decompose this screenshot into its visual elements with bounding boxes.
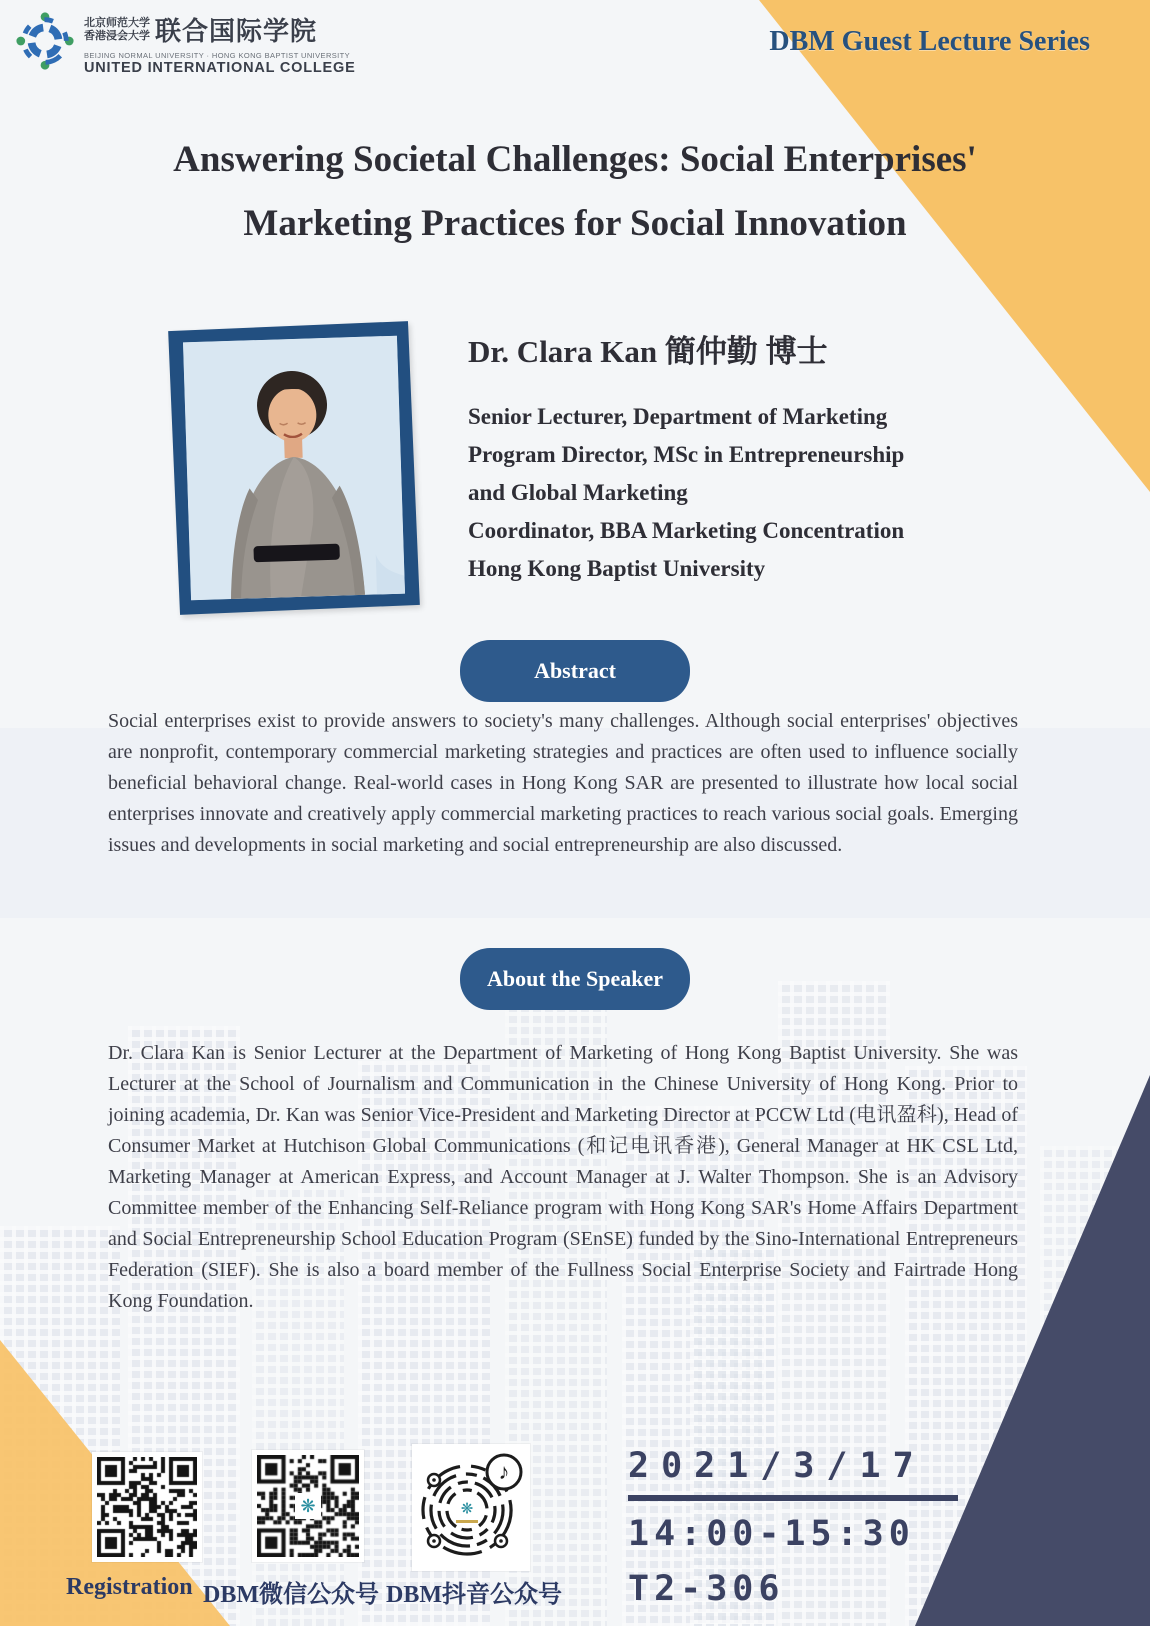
event-time: 14:00-15:30 xyxy=(628,1514,915,1554)
registration-qr-label: Registration xyxy=(66,1574,193,1600)
registration-qr-code[interactable] xyxy=(92,1452,202,1562)
douyin-qr-label: DBM抖音公众号 xyxy=(386,1582,562,1608)
tiktok-note-icon: ♪ xyxy=(498,1459,510,1484)
speaker-name: Dr. Clara Kan 簡仲勤 博士 xyxy=(468,334,828,369)
douyin-qr-code[interactable] xyxy=(412,1444,530,1571)
speaker-photo xyxy=(183,336,405,601)
speaker-bio-text: Dr. Clara Kan is Senior Lecturer at the Department of Marketing of Hong Kong Baptist University. She was Lecturer at the School of Journalism and Communication in the Chinese University of Hong Kong. Prior to joining academia, Dr. Kan was Senior Vice-President and Marketing Director at PCCW Ltd (电讯盈科), Head of Consumer Market at Hutchison Global Communications (和记电讯香港), General Manager at HK CSL Ltd, Marketing Manager at American Express, and Account Manager at J. Walter Thompson. She is an Advisory Committee member of the Enhancing Self-Reliance program with Hong Kong SAR's Home Affairs Department and Social Entrepreneurship School Education Program (SEnSE) funded by the Sino-International Entrepreneurs Federation (SIEF). She is also a board member of the Fullness Social Enterprise Society and Fairtrade Hong Kong Foundation. xyxy=(108,1042,1018,1312)
uic-flower-icon xyxy=(14,10,76,77)
speaker-title-line: Coordinator, BBA Marketing Concentration xyxy=(468,518,905,543)
about-speaker-section-pill: About the Speaker xyxy=(460,948,690,1010)
event-divider xyxy=(628,1495,958,1501)
wechat-qr-code[interactable] xyxy=(252,1450,364,1562)
speaker-photo-frame xyxy=(168,321,420,615)
poster-title xyxy=(0,128,1150,256)
speaker-title-line: Hong Kong Baptist University xyxy=(468,556,766,581)
svg-text:❋: ❋ xyxy=(460,1501,474,1518)
title-line1: Answering Societal Challenges: Social Enterprises' xyxy=(173,139,977,180)
event-room: T2-306 xyxy=(628,1569,785,1609)
title-line2: Marketing Practices for Social Innovation xyxy=(243,203,907,244)
uic-flower-icon: ❋ xyxy=(295,1493,321,1519)
speaker-title-line: and Global Marketing xyxy=(468,480,688,505)
speaker-titles xyxy=(468,398,1028,588)
wechat-qr-label: DBM微信公众号 xyxy=(203,1582,379,1608)
logo-cn-line2: 香港浸会大学 xyxy=(84,29,150,42)
logo-cn-line1: 北京师范大学 xyxy=(84,16,150,29)
speaker-title-line: Program Director, MSc in Entrepreneurship xyxy=(468,442,905,467)
event-date: 2021/3/17 xyxy=(628,1446,926,1486)
uic-logo-text xyxy=(84,11,356,76)
series-label: DBM Guest Lecture Series xyxy=(769,26,1090,57)
abstract-section-pill: Abstract xyxy=(460,640,690,702)
event-details xyxy=(628,1446,958,1609)
logo-en-line1: BEIJING NORMAL UNIVERSITY · HONG KONG BAPTIST UNIVERSITY xyxy=(84,51,351,60)
logo-en-line2: UNITED INTERNATIONAL COLLEGE xyxy=(84,60,356,76)
speaker-title-line: Senior Lecturer, Department of Marketing xyxy=(468,404,888,429)
logo-cn-main: 联合国际学院 xyxy=(155,16,318,46)
abstract-text: Social enterprises exist to provide answers to society's many challenges. Although social enterprises' objectives are nonprofit, contemporary commercial marketing strategies and practices are often used to influence socially beneficial behavioral change. Real-world cases in Hong Kong SAR are presented to illustrate how local social enterprises innovate and creatively apply commercial marketing practices to reach various social goals. Emerging issues and developments in social marketing and social entrepreneurship are also discussed. xyxy=(108,710,1018,856)
uic-logo xyxy=(14,10,356,77)
